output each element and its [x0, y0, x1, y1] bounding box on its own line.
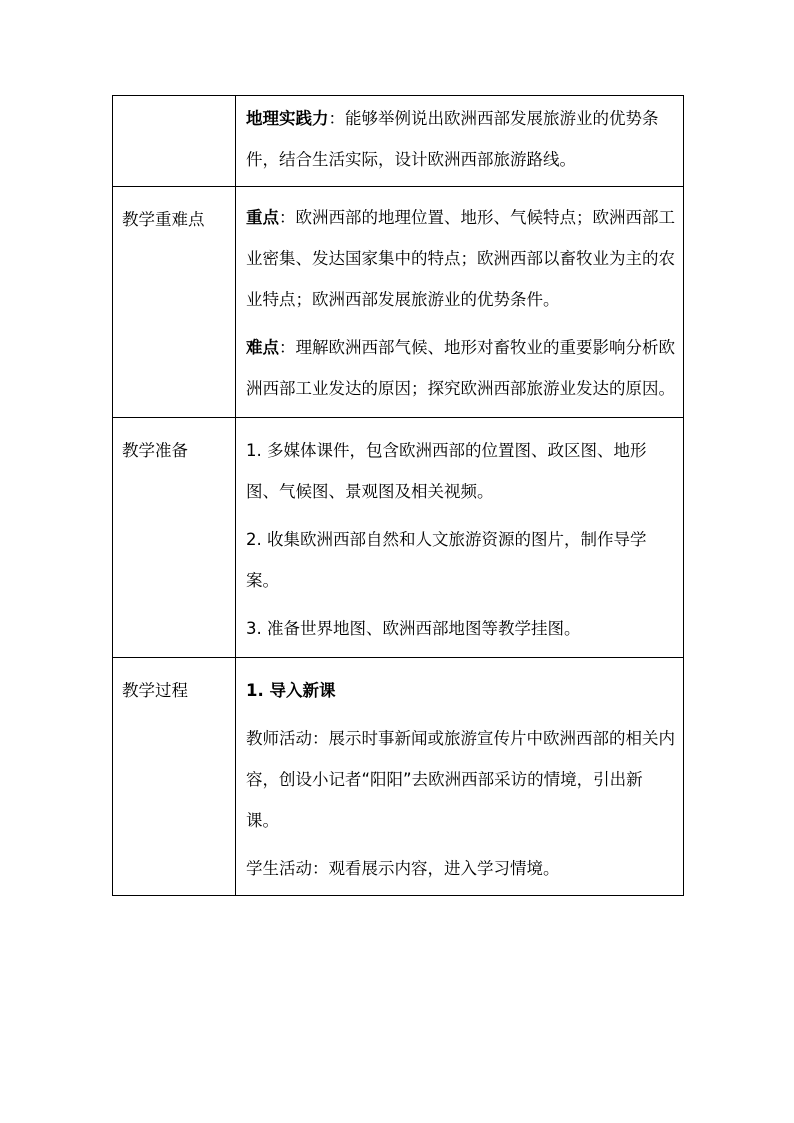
- list-item: 3. 准备世界地图、欧洲西部地图等教学挂图。: [246, 619, 581, 638]
- table-row-key-points: [113, 187, 684, 418]
- text-key-point: ：欧洲西部的地理位置、地形、气候特点；欧洲西部工业密集、发达国家集中的特点；欧洲西部以畜牧业为主的农业特点；欧洲西部发展旅游业的优势条件。: [246, 208, 675, 309]
- row-content-cell: [236, 658, 684, 896]
- paragraph-key-point: [246, 197, 675, 320]
- teacher-activity: 教师活动：展示时事新闻或旅游宣传片中欧洲西部的相关内容，创设小记者“阳阳”去欧洲西部采访的情境，引出新课。: [246, 729, 675, 830]
- term-practice: 地理实践力: [246, 109, 329, 128]
- row-label: 教学过程: [122, 681, 188, 700]
- text-difficulty: ：理解欧洲西部气候、地形对畜牧业的重要影响分析欧洲西部工业发达的原因；探究欧洲西部旅游业发达的原因。: [246, 338, 675, 398]
- list-item: 1. 多媒体课件，包含欧洲西部的位置图、政区图、地形图、气候图、景观图及相关视频。: [246, 441, 647, 501]
- table-row-process: [113, 658, 684, 896]
- list-item: 2. 收集欧洲西部自然和人文旅游资源的图片，制作导学案。: [246, 530, 647, 590]
- row-label-cell: [113, 418, 236, 658]
- row-label: [113, 96, 235, 106]
- paragraph-difficulty: [246, 327, 675, 409]
- row-label: 教学重难点: [122, 210, 205, 229]
- row-label-cell: [113, 658, 236, 896]
- row-label-cell: [113, 187, 236, 418]
- row-label-cell: [113, 96, 236, 187]
- student-activity: 学生活动：观看展示内容，进入学习情境。: [246, 859, 560, 878]
- table-row-practice: [113, 96, 684, 187]
- row-content-cell: [236, 187, 684, 418]
- row-content-cell: [236, 96, 684, 187]
- text-practice: ：能够举例说出欧洲西部发展旅游业的优势条件，结合生活实际，设计欧洲西部旅游路线。: [246, 109, 659, 169]
- row-label: 教学准备: [122, 441, 188, 460]
- table-row-preparation: [113, 418, 684, 658]
- paragraph-practice: [246, 98, 675, 180]
- lesson-plan-table: [112, 95, 684, 896]
- section-heading: 1. 导入新课: [246, 681, 336, 700]
- row-content-cell: [236, 418, 684, 658]
- term-difficulty: 难点: [246, 338, 279, 357]
- term-key-point: 重点: [246, 208, 279, 227]
